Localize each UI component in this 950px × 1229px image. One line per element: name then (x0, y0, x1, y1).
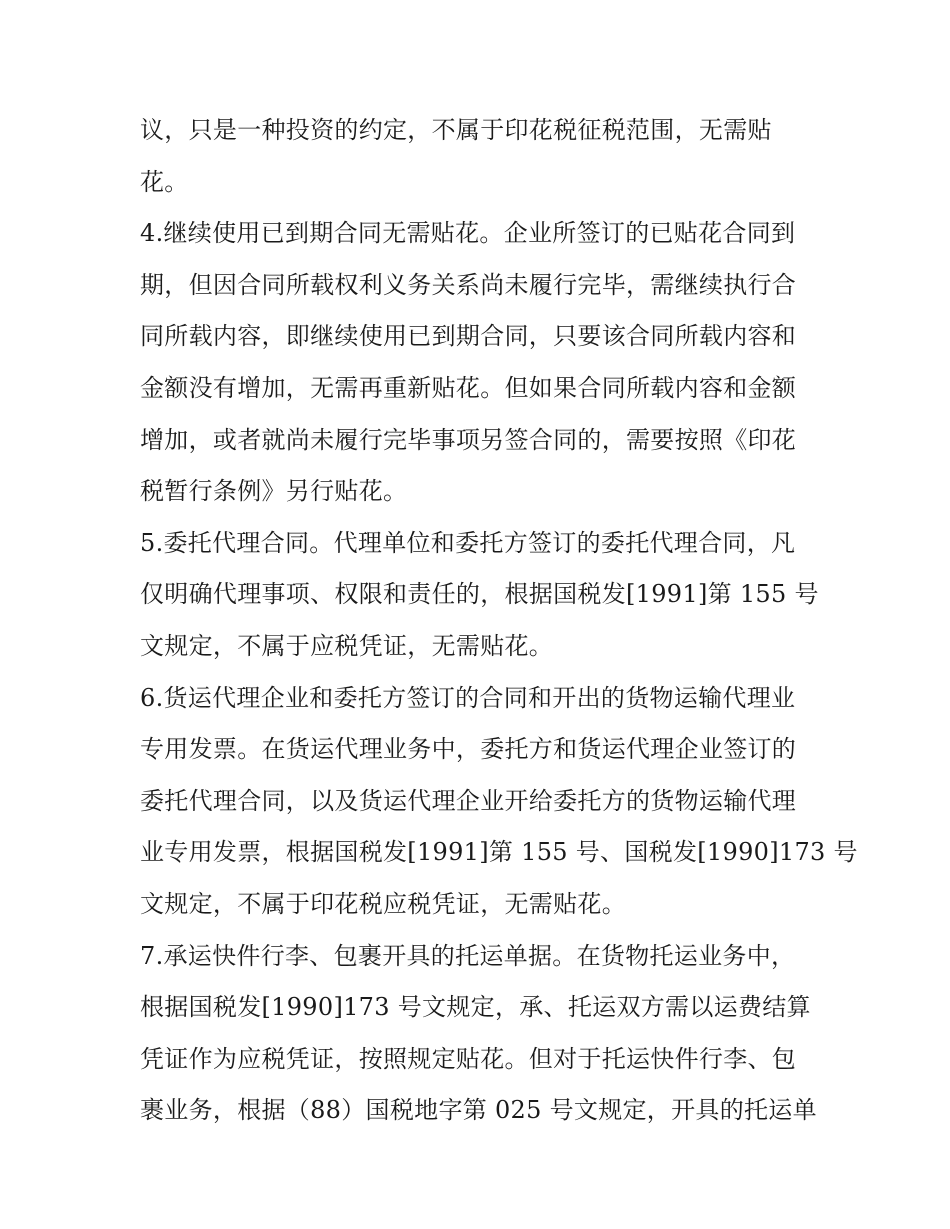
text-line: 业专用发票，根据国税发[1991]第 155 号、国税发[1990]173 号 (140, 838, 858, 867)
text-line: 同所载内容，即继续使用已到期合同，只要该合同所载内容和 (140, 322, 797, 351)
text-line: 专用发票。在货运代理业务中，委托方和货运代理企业签订的 (140, 735, 797, 764)
text-line: 文规定，不属于印花税应税凭证，无需贴花。 (140, 889, 626, 918)
text-line: 7.承运快件行李、包裹开具的托运单据。在货物托运业务中， (140, 941, 796, 970)
text-line: 增加，或者就尚未履行完毕事项另签合同的，需要按照《印花 (140, 425, 797, 454)
text-line: 金额没有增加，无需再重新贴花。但如果合同所载内容和金额 (140, 373, 797, 402)
text-line: 期，但因合同所载权利义务关系尚未履行完毕，需继续执行合 (140, 270, 797, 299)
text-line: 委托代理合同，以及货运代理企业开给委托方的货物运输代理 (140, 786, 797, 815)
text-line: 税暂行条例》另行贴花。 (140, 477, 408, 506)
text-line: 裹业务，根据（88）国税地字第 025 号文规定，开具的托运单 (140, 1096, 817, 1125)
text-line: 5.委托代理合同。代理单位和委托方签订的委托代理合同，凡 (140, 528, 796, 557)
text-line: 根据国税发[1990]173 号文规定，承、托运双方需以运费结算 (140, 993, 811, 1022)
text-line: 文规定，不属于应税凭证，无需贴花。 (140, 631, 554, 660)
text-line: 花。 (140, 167, 189, 196)
text-line: 凭证作为应税凭证，按照规定贴花。但对于托运快件行李、包 (140, 1044, 797, 1073)
text-line: 议，只是一种投资的约定，不属于印花税征税范围，无需贴 (140, 116, 772, 144)
text-line: 6.货运代理企业和委托方签订的合同和开出的货物运输代理业 (140, 683, 796, 712)
text-line: 仅明确代理事项、权限和责任的，根据国税发[1991]第 155 号 (140, 580, 819, 609)
text-line: 4.继续使用已到期合同无需贴花。企业所签订的已贴花合同到 (140, 219, 796, 248)
document-body (140, 105, 858, 1137)
